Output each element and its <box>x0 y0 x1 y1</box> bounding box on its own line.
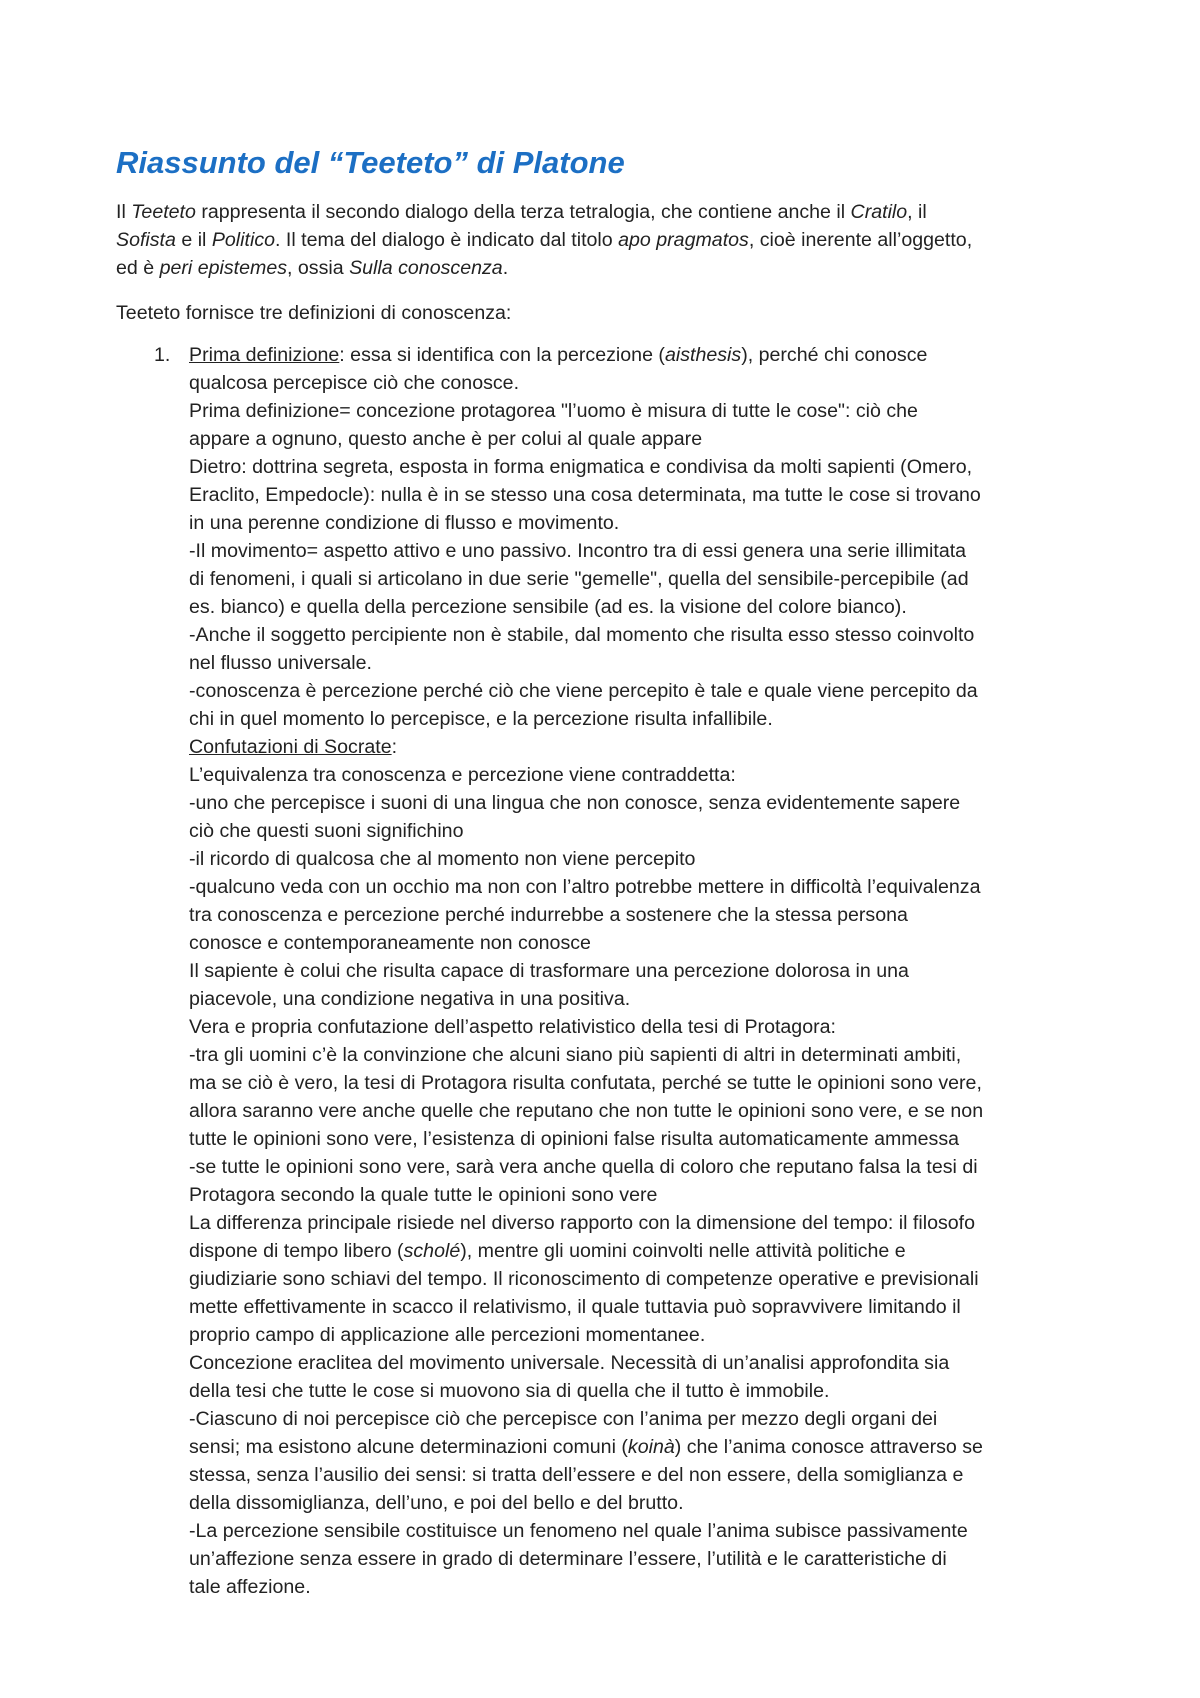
text-segment: di fenomeni, i quali si articolano in due serie "gemelle", quella del sensibile-percepibile (ad <box>189 568 969 590</box>
text-line <box>189 901 1096 929</box>
text-segment: La differenza principale risiede nel diverso rapporto con la dimensione del tempo: il filosofo <box>189 1212 976 1234</box>
text-line <box>189 1125 1096 1153</box>
text-line <box>116 254 1096 282</box>
text-line <box>189 1153 1096 1181</box>
text-segment: qualcosa percepisce ciò che conosce. <box>189 372 520 394</box>
text-segment: -se tutte le opinioni sono vere, sarà vera anche quella di coloro che reputano falsa la tesi di <box>189 1156 978 1178</box>
text-line <box>189 565 1096 593</box>
text-segment: allora saranno vere anche quelle che reputano che non tutte le opinioni sono vere, e se non <box>189 1100 984 1122</box>
text-segment: della tesi che tutte le cose si muovono sia di quella che il tutto è immobile. <box>189 1380 830 1402</box>
text-segment: tutte le opinioni sono vere, l’esistenza di opinioni false risulta automaticamente ammessa <box>189 1128 960 1150</box>
text-line <box>189 705 1096 733</box>
text-segment: ciò che questi suoni significhino <box>189 820 464 842</box>
text-segment: Vera e propria confutazione dell’aspetto relativistico della tesi di Protagora: <box>189 1016 836 1038</box>
text-segment: , ossia <box>287 257 350 279</box>
text-segment: -Ciascuno di noi percepisce ciò che percepisce con l’anima per mezzo degli organi dei <box>189 1408 938 1430</box>
text-segment: -La percezione sensibile costituisce un fenomeno nel quale l’anima subisce passivamente <box>189 1520 968 1542</box>
text-segment: della dissomiglianza, dell’uno, e poi del bello e del brutto. <box>189 1492 684 1514</box>
italic-term: Sulla conoscenza <box>349 257 503 279</box>
text-segment: ), perché chi conosce <box>741 344 928 366</box>
definitions-intro: Teeteto fornisce tre definizioni di conoscenza: <box>116 302 512 324</box>
text-line <box>189 1573 1096 1601</box>
underlined-heading: Prima definizione <box>189 344 340 366</box>
text-line <box>189 1013 1096 1041</box>
text-segment: giudiziarie sono schiavi del tempo. Il riconoscimento di competenze operative e previsionali <box>189 1268 979 1290</box>
text-segment: appare a ognuno, questo anche è per colui al quale appare <box>189 428 703 450</box>
text-segment: proprio campo di applicazione alle percezioni momentanee. <box>189 1324 706 1346</box>
text-line <box>189 1209 1096 1237</box>
text-segment: stessa, senza l’ausilio dei sensi: si tratta dell’essere e del non essere, della somiglianza e <box>189 1464 964 1486</box>
text-segment: -uno che percepisce i suoni di una lingua che non conosce, senza evidentemente sapere <box>189 792 961 814</box>
italic-term: Politico <box>211 229 276 251</box>
text-line <box>189 1545 1096 1573</box>
text-segment: : <box>391 736 398 758</box>
text-line <box>116 226 1096 254</box>
text-line <box>189 425 1096 453</box>
text-line <box>189 873 1096 901</box>
text-segment: L’equivalenza tra conoscenza e percezione viene contraddetta: <box>189 764 736 786</box>
text-segment: conosce e contemporaneamente non conosce <box>189 932 591 954</box>
text-segment: Il <box>116 201 132 223</box>
text-segment: ma se ciò è vero, la tesi di Protagora risulta confutata, perché se tutte le opinioni sono vere, <box>189 1072 982 1094</box>
text-line <box>189 957 1096 985</box>
text-line <box>189 1433 1096 1461</box>
text-line <box>116 198 1096 226</box>
text-line <box>189 1293 1096 1321</box>
text-segment: . <box>502 257 509 279</box>
underlined-heading: Confutazioni di Socrate <box>189 736 392 758</box>
text-line <box>189 1489 1096 1517</box>
text-line <box>189 537 1096 565</box>
list-item-body <box>189 341 1096 1601</box>
numbered-list-item <box>116 341 1096 1601</box>
text-segment: -Il movimento= aspetto attivo e uno passivo. Incontro tra di essi genera una serie illimitata <box>189 540 967 562</box>
italic-term: Cratilo <box>850 201 908 223</box>
text-segment: : essa si identifica con la percezione ( <box>339 344 665 366</box>
document-body <box>116 198 1096 1601</box>
text-line <box>189 677 1096 705</box>
text-segment: tra conoscenza e percezione perché indurrebbe a sostenere che la stessa persona <box>189 904 908 926</box>
text-segment: mette effettivamente in scacco il relativismo, il quale tuttavia può sopravvivere limitando il <box>189 1296 961 1318</box>
text-line <box>189 649 1096 677</box>
text-segment: , cioè inerente all’oggetto, <box>748 229 973 251</box>
text-segment: tale affezione. <box>189 1576 311 1598</box>
text-segment: e il <box>175 229 212 251</box>
text-segment: Eraclito, Empedocle): nulla è in se stesso una cosa determinata, ma tutte le cose si trovano <box>189 484 981 506</box>
text-segment: dispone di tempo libero ( <box>189 1240 404 1262</box>
text-segment: Dietro: dottrina segreta, esposta in forma enigmatica e condivisa da molti sapienti (Omero, <box>189 456 973 478</box>
text-segment: in una perenne condizione di flusso e movimento. <box>189 512 620 534</box>
intro-paragraph <box>116 198 1096 282</box>
text-line <box>189 369 1096 397</box>
text-segment: es. bianco) e quella della percezione sensibile (ad es. la visione del colore bianco). <box>189 596 907 618</box>
text-line <box>189 1517 1096 1545</box>
text-segment: -il ricordo di qualcosa che al momento non viene percepito <box>189 848 696 870</box>
text-line <box>189 1377 1096 1405</box>
text-segment: -conoscenza è percezione perché ciò che viene percepito è tale e quale viene percepito da <box>189 680 978 702</box>
italic-term: Sofista <box>116 229 176 251</box>
text-segment: Protagora secondo la quale tutte le opinioni sono vere <box>189 1184 658 1206</box>
text-line <box>189 1349 1096 1377</box>
italic-term: Teeteto <box>131 201 196 223</box>
text-line <box>189 1041 1096 1069</box>
document-title: Riassunto del “Teeteto” di Platone <box>116 145 625 180</box>
text-segment: Il sapiente è colui che risulta capace di trasformare una percezione dolorosa in una <box>189 960 909 982</box>
text-line <box>189 397 1096 425</box>
text-line <box>189 1265 1096 1293</box>
text-segment: Prima definizione= concezione protagorea "l’uomo è misura di tutte le cose": ciò che <box>189 400 918 422</box>
text-line <box>189 453 1096 481</box>
text-line <box>189 985 1096 1013</box>
text-line <box>189 1181 1096 1209</box>
text-segment: nel flusso universale. <box>189 652 372 674</box>
text-line <box>189 845 1096 873</box>
text-line <box>189 1461 1096 1489</box>
text-segment: , il <box>907 201 927 223</box>
text-line <box>189 929 1096 957</box>
text-segment: -tra gli uomini c’è la convinzione che alcuni siano più sapienti di altri in determinati ambiti, <box>189 1044 962 1066</box>
italic-term: koinà <box>627 1436 675 1458</box>
text-line <box>189 1237 1096 1265</box>
text-line <box>189 509 1096 537</box>
text-line <box>189 341 1096 369</box>
text-segment: sensi; ma esistono alcune determinazioni comuni ( <box>189 1436 628 1458</box>
text-segment: Concezione eraclitea del movimento universale. Necessità di un’analisi approfondita sia <box>189 1352 950 1374</box>
text-line <box>189 481 1096 509</box>
text-segment: un’affezione senza essere in grado di determinare l’essere, l’utilità e le caratteristiche di <box>189 1548 947 1570</box>
text-line <box>189 1321 1096 1349</box>
text-segment: rappresenta il secondo dialogo della terza tetralogia, che contiene anche il <box>195 201 851 223</box>
text-line <box>189 817 1096 845</box>
text-segment: -qualcuno veda con un occhio ma non con l’altro potrebbe mettere in difficoltà l’equivalenza <box>189 876 981 898</box>
text-segment: ed è <box>116 257 160 279</box>
italic-term: scholé <box>403 1240 461 1262</box>
italic-term: peri epistemes <box>159 257 288 279</box>
text-segment: ) che l’anima conosce attraverso se <box>674 1436 983 1458</box>
text-line <box>189 1405 1096 1433</box>
text-segment: ), mentre gli uomini coinvolti nelle attività politiche e <box>460 1240 906 1262</box>
italic-term: aisthesis <box>664 344 742 366</box>
text-line <box>189 761 1096 789</box>
italic-term: apo pragmatos <box>618 229 749 251</box>
text-segment: . Il tema del dialogo è indicato dal titolo <box>275 229 619 251</box>
text-line <box>189 1069 1096 1097</box>
text-line <box>189 593 1096 621</box>
text-line <box>189 1097 1096 1125</box>
text-line <box>189 621 1096 649</box>
text-segment: -Anche il soggetto percipiente non è stabile, dal momento che risulta esso stesso coinvolto <box>189 624 975 646</box>
list-number: 1. <box>154 344 171 366</box>
text-line <box>189 789 1096 817</box>
text-segment: chi in quel momento lo percepisce, e la percezione risulta infallibile. <box>189 708 773 730</box>
text-line <box>189 733 1096 761</box>
text-segment: piacevole, una condizione negativa in una positiva. <box>189 988 631 1010</box>
